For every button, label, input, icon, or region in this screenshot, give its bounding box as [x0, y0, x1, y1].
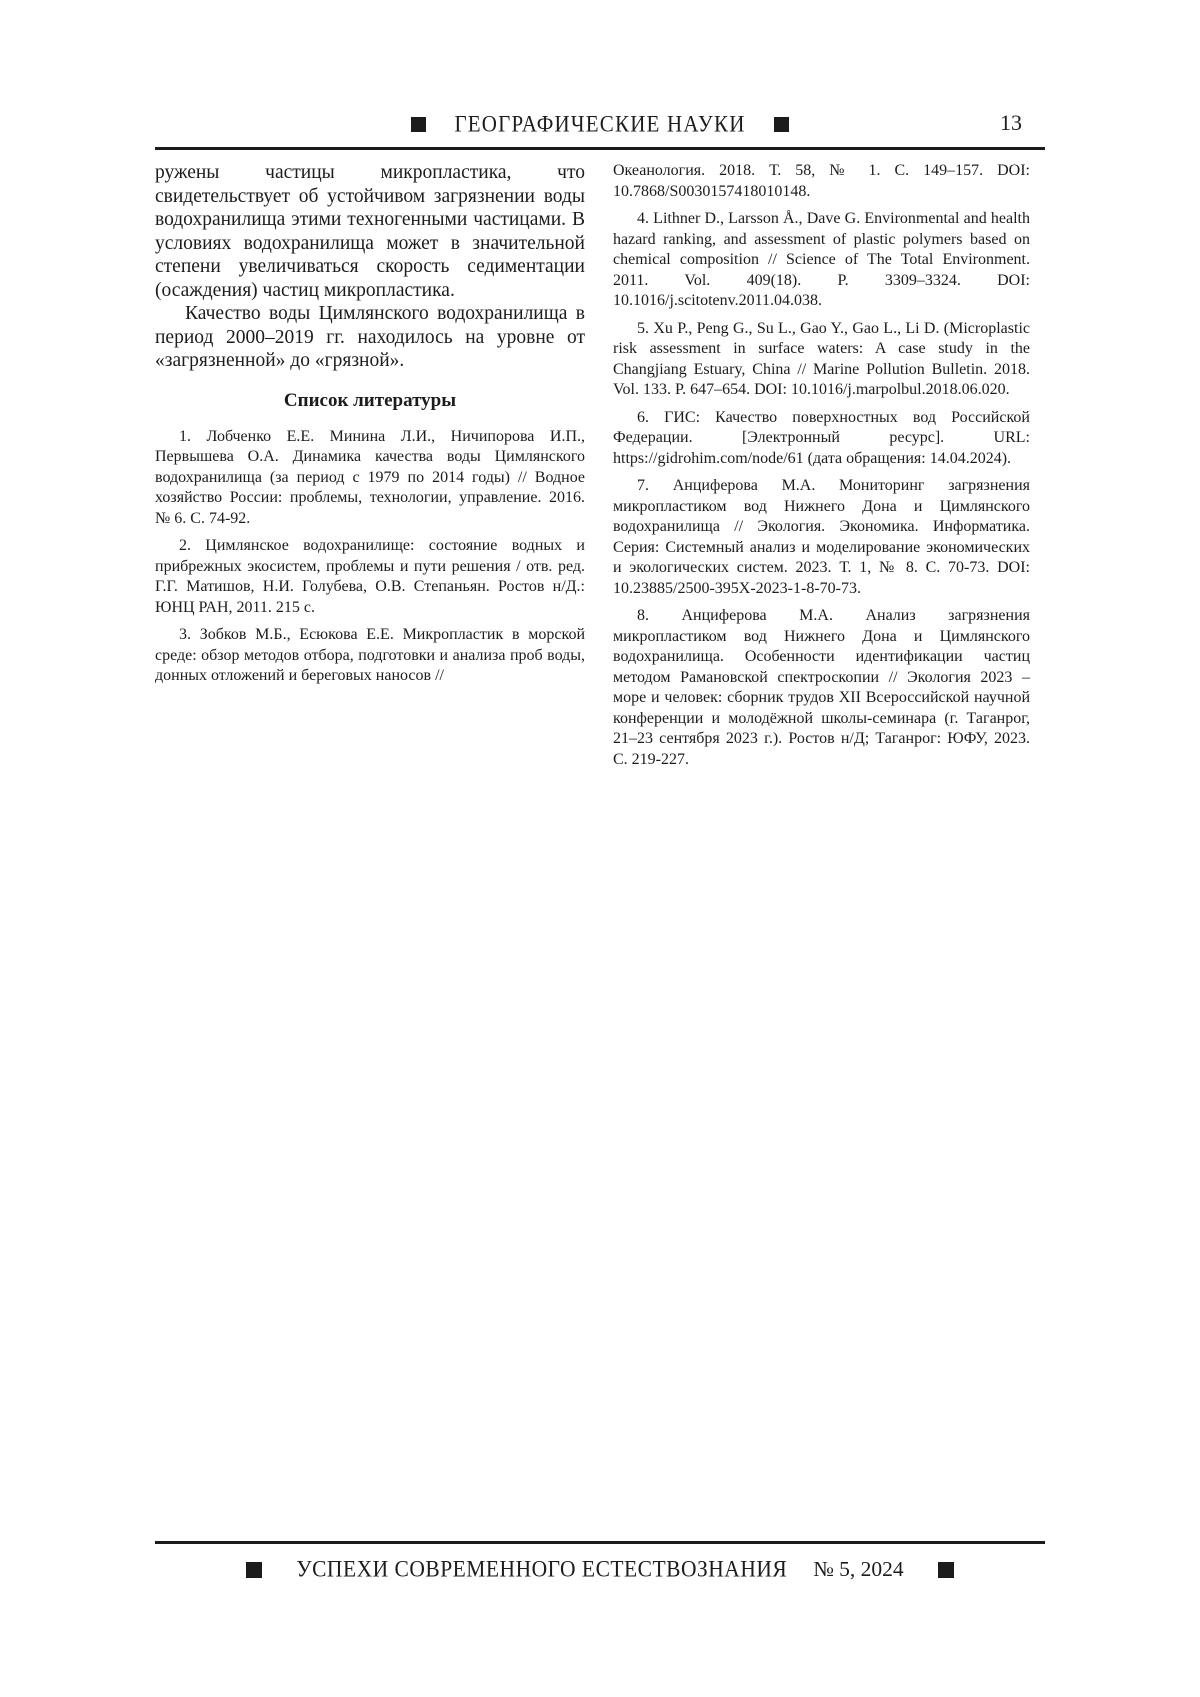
body-paragraph: ружены частицы микропластика, что свидетельствует об устойчивом загрязнении воды водохранилища этими техногенными частицами. В условиях водохранилища может в значительной степени увеличиваться скорость седиментации (осаждения) частиц микропластика. — [155, 162, 585, 301]
section-title: ГЕОГРАФИЧЕСКИЕ НАУКИ — [454, 111, 746, 137]
page-footer — [155, 1541, 1045, 1582]
footer-left-square-marker-icon — [246, 1562, 262, 1578]
footer-row — [155, 1557, 1045, 1582]
reference-item: 6. ГИС: Качество поверхностных вод Российской Федерации. [Электронный ресурс]. URL: https://gidrohim.com/node/61 (дата обращения: 14.04.2024). — [613, 408, 1030, 467]
reference-item: 4. Lithner D., Larsson Å., Dave G. Environmental and health hazard ranking, and assessment of plastic polymers based on chemical composition // Science of The Total Environment. 2011. Vol. 409(18). P. 3309–3324. DOI: 10.1016/j.scitotenv.2011.04.038. — [613, 210, 1030, 309]
issue-number: № 5, 2024 — [813, 1557, 904, 1581]
reference-item: 3. Зобков М.Б., Есюкова Е.Е. Микропластик в морской среде: обзор методов отбора, подготовки и анализа проб воды, донных отложений и береговых наносов // — [155, 626, 585, 684]
reference-item: 1. Лобченко Е.Е. Минина Л.И., Ничипорова И.П., Первышева О.А. Динамика качества воды Цимлянского водохранилища (за период с 1979 по 2014 годы) // Водное хозяйство России: проблемы, технологии, управление. 2016. № 6. С. 74-92. — [155, 427, 585, 527]
footer-right-square-marker-icon — [938, 1562, 954, 1578]
footer-rule — [155, 1541, 1045, 1544]
page-header — [155, 112, 1045, 137]
journal-title: УСПЕХИ СОВРЕМЕННОГО ЕСТЕСТВОЗНАНИЯ — [296, 1556, 788, 1582]
reference-item: 5. Xu P., Peng G., Su L., Gao Y., Gao L., Li D. (Microplastic risk assessment in surface waters: A case study in the Changjiang Estuary, China // Marine Pollution Bulletin. 2018. Vol. 133. P. 647–654. DOI: 10.1016/j.marpolbul.2018.06.020. — [613, 319, 1030, 398]
reference-item-continuation: Океанология. 2018. Т. 58, № 1. С. 149–157. DOI: 10.7868/S0030157418010148. — [613, 162, 1030, 200]
right-column — [613, 161, 1030, 770]
left-column — [155, 161, 585, 770]
header-right-square-marker-icon — [774, 117, 789, 132]
reference-item: 8. Анциферова М.А. Анализ загрязнения микропластиком вод Нижнего Дона и Цимлянского водохранилища. Особенности идентификации частиц методом Рамановской спектроскопии // Экология 2023 – море и человек: сборник трудов XII Всероссийской научной конференции и молодёжной школы-семинара (г. Таганрог, 21–23 сентября 2023 г.). Ростов н/Д; Таганрог: ЮФУ, 2023. С. 219-227. — [613, 607, 1030, 768]
page-number: 13 — [1000, 110, 1022, 135]
references-heading: Список литературы — [283, 389, 457, 411]
footer-text — [296, 1557, 903, 1582]
reference-item: 7. Анциферова М.А. Мониторинг загрязнения микропластиком вод Нижнего Дона и Цимлянского водохранилища // Экология. Экономика. Информатика. Серия: Системный анализ и моделирование экономических и экологических систем. 2023. Т. 1, № 8. С. 70-73. DOI: 10.23885/2500-395X-2023-1-8-70-73. — [613, 477, 1030, 597]
reference-item: 2. Цимлянское водохранилище: состояние водных и прибрежных экосистем, проблемы и пути решения / отв. ред. Г.Г. Матишов, Н.И. Голубева, О.В. Степаньян. Ростов н/Д.: ЮНЦ РАН, 2011. 215 с. — [155, 537, 585, 616]
header-rule — [155, 147, 1045, 150]
body-paragraph: Качество воды Цимлянского водохранилища в период 2000–2019 гг. находилось на уровне от «загрязненной» до «грязной». — [155, 303, 585, 371]
header-left-square-marker-icon — [411, 117, 426, 132]
article-body — [155, 161, 1030, 770]
